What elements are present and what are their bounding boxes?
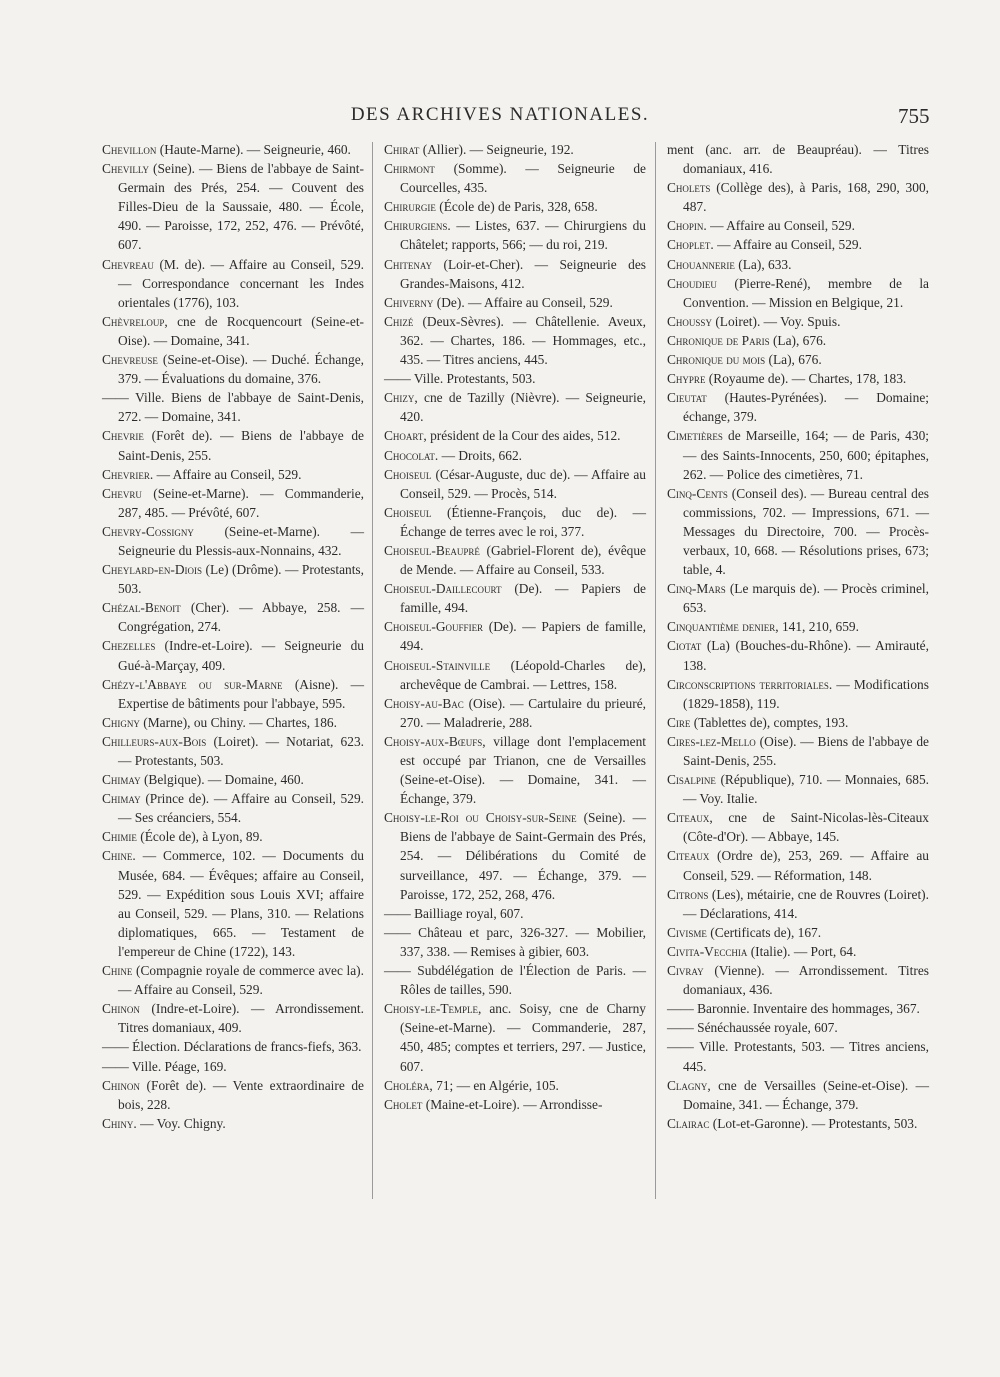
entry-text: — Listes, 637. — Chirurgiens du Châtelet; rapports, 566; — du roi, 219. (400, 218, 646, 253)
index-entry (384, 216, 646, 254)
index-entry (102, 598, 364, 636)
entry-heading: Choiseul-Gouffier (384, 619, 484, 635)
entry-text: (Aisne). — Expertise de bâtiments pour l'abbaye, 595. (118, 676, 364, 711)
entry-heading: Chizé (384, 313, 414, 329)
entry-heading: Chevreuse (102, 352, 158, 368)
entry-text: — Modifications (1829-1858), 119. (683, 676, 929, 711)
entry-heading: Chézal-Benoit (102, 600, 181, 616)
page-number: 755 (898, 104, 930, 128)
entry-text: (Forêt de). — Biens de l'abbaye de Saint-Denis, 255. (118, 428, 364, 463)
index-entry (667, 617, 929, 636)
index-entry (667, 808, 929, 846)
entry-heading: Cholets (667, 180, 711, 196)
entry-heading: Chèvreloup, (102, 313, 168, 329)
index-entry (102, 827, 364, 846)
entry-heading: Chiverny (384, 294, 434, 310)
entry-text: — Voy. Chigny. (140, 1115, 226, 1131)
entry-text: (Ordre de), 253, 269. — Affaire au Conseil, 529. — Réformation, 148. (683, 848, 929, 883)
entry-text: (Vienne). — Arrondissement. Titres domaniaux, 436. (683, 963, 929, 998)
entry-heading: Choudieu (667, 275, 717, 291)
index-entry (102, 732, 364, 770)
entry-text: (Seine-et-Marne). — Seigneurie du Plessis-aux-Nonnains, 432. (118, 523, 364, 558)
entry-text: (Allier). — Seigneurie, 192. (422, 142, 574, 157)
entry-heading: Cieutat (667, 390, 707, 406)
entry-heading: Chinon (102, 1001, 140, 1017)
entry-text: (Conseil des). — Bureau central des commissions, 702. — Impressions, 671. — Messages du Directoire, 700. — Procès-verbaux, 10, 668. — Résolutions prises, 673; table, 4. (683, 485, 929, 578)
entry-heading: Choisy-le-Roi ou Choisy-sur-Seine (384, 810, 577, 826)
entry-heading: Chirat (384, 142, 420, 157)
entry-heading: Choiseul (384, 504, 432, 520)
index-entry (384, 999, 646, 1075)
entry-heading: Cinq-Cents (667, 485, 728, 501)
entry-heading: Choart, (384, 428, 427, 444)
entry-text: cne de Versailles (Seine-et-Oise). — Domaine, 341. — Échange, 379. (683, 1077, 929, 1112)
entry-text: (Seine-et-Marne). — Commanderie, 287, 485. — Prévôté, 607. (118, 485, 364, 520)
entry-heading: Chocolat. (384, 447, 439, 463)
index-entry (102, 159, 364, 254)
entry-text: président de la Cour des aides, 512. (430, 428, 621, 444)
index-entry (384, 541, 646, 579)
index-entry (102, 560, 364, 598)
index-entry (667, 675, 929, 713)
entry-heading: Chronique de Paris (667, 332, 770, 348)
entry-heading: Chopin. (667, 218, 707, 234)
entry-text: (Indre-et-Loire). — Arrondissement. Titres domaniaux, 409. (118, 1001, 364, 1036)
index-entry (667, 331, 929, 350)
entry-heading: Chimay (102, 772, 141, 788)
entry-text: de Marseille, 164; — de Paris, 430; — des Saints-Innocents, 250, 600; épitaphes, 262. — Police des cimetières, 71. (683, 428, 929, 482)
entry-text: —— Baronnie. Inventaire des hommages, 367. (667, 1001, 920, 1017)
entry-text: (École de) de Paris, 328, 658. (439, 199, 598, 215)
index-entry (102, 1057, 364, 1076)
entry-heading: Choléra, (384, 1077, 433, 1093)
entry-text: (M. de). — Affaire au Conseil, 529. — Correspondance concernant les Indes orientales (1776), 103. (118, 256, 364, 310)
index-entry (667, 961, 929, 999)
entry-heading: Citeaux (667, 848, 710, 864)
index-entry (667, 1076, 929, 1114)
index-entry (102, 846, 364, 961)
index-entry (384, 293, 646, 312)
index-entry (102, 713, 364, 732)
entry-text: ment (anc. arr. de Beaupréau). — Titres domaniaux, 416. (667, 142, 929, 177)
entry-heading: Choiseul-Daillecourt (384, 581, 502, 597)
entry-heading: Chevrier. (102, 466, 154, 482)
entry-text: cne de Saint-Nicolas-lès-Citeaux (Côte-d'Or). — Abbaye, 145. (683, 810, 929, 845)
index-entry (384, 923, 646, 961)
entry-heading: Citeaux, (667, 810, 713, 826)
entry-text: —— Ville. Protestants, 503. (384, 371, 536, 387)
index-entry (384, 617, 646, 655)
entry-heading: Cires-lez-Mello (667, 733, 756, 749)
entry-heading: Choisy-le-Temple, (384, 1001, 482, 1017)
index-entry (667, 369, 929, 388)
index-entry (102, 426, 364, 464)
entry-text: —— Subdélégation de l'Élection de Paris. — Rôles de tailles, 590. (384, 963, 646, 998)
entry-heading: Cinq-Mars (667, 581, 726, 597)
index-entry (102, 140, 364, 159)
entry-heading: Choiseul-Beaupré (384, 542, 480, 558)
entry-heading: Chine (102, 963, 133, 979)
entry-text: (Somme). — Seigneurie de Courcelles, 435. (400, 161, 646, 196)
entry-text: (Loiret). — Voy. Spuis. (715, 313, 841, 329)
entry-text: —— Ville. Protestants, 503. — Titres anciens, 445. (667, 1039, 929, 1074)
entry-text: (République), 710. — Monnaies, 685. — Voy. Italie. (683, 772, 929, 807)
entry-text: (Léopold-Charles de), archevêque de Cambrai. — Lettres, 158. (400, 657, 646, 692)
entry-heading: Chouannerie (667, 256, 735, 272)
entry-text: —— Château et parc, 326-327. — Mobilier, 337, 338. — Remises à gibier, 603. (384, 924, 646, 959)
index-entry (384, 732, 646, 808)
index-entry (102, 255, 364, 312)
entry-text: (Oise). — Biens de l'abbaye de Saint-Denis, 255. (683, 733, 929, 768)
entry-heading: Choiseul (384, 466, 432, 482)
entry-text: —— Bailliage royal, 607. (384, 905, 524, 921)
index-entry (667, 885, 929, 923)
entry-heading: Chevru (102, 485, 142, 501)
entry-text: (La), 676. (768, 352, 822, 368)
entry-text: village dont l'emplacement est occupé par Trianon, cne de Versailles (Seine-et-Oise). — Domaine, 341. — Échange, 379. (400, 733, 646, 807)
index-entry (102, 789, 364, 827)
index-entry (667, 636, 929, 674)
entry-heading: Chirurgie (384, 199, 436, 215)
entry-text: — Affaire au Conseil, 529. (156, 466, 302, 482)
index-entry (102, 522, 364, 560)
entry-text: (Gabriel-Florent de), évêque de Mende. — Affaire au Conseil, 533. (400, 542, 646, 578)
entry-heading: Choussy (667, 313, 712, 329)
index-entry (667, 312, 929, 331)
entry-text: (Le marquis de). — Procès criminel, 653. (683, 581, 929, 616)
index-entry (384, 808, 646, 903)
entry-heading: Citrons (667, 886, 709, 902)
entry-text: cne de Tazilly (Nièvre). — Seigneurie, 420. (400, 390, 646, 425)
index-entry (384, 904, 646, 923)
entry-text: (Compagnie royale de commerce avec la). — Affaire au Conseil, 529. (118, 963, 364, 998)
entry-heading: Chiny. (102, 1115, 137, 1131)
entry-heading: Civisme (667, 924, 707, 940)
entry-text: (Les), métairie, cne de Rouvres (Loiret). — Déclarations, 414. (683, 886, 929, 921)
entry-text: (Seine-et-Oise). — Duché. Échange, 379. — Évaluations du domaine, 376. (118, 352, 364, 387)
column-rule (655, 142, 656, 1199)
index-entry (384, 140, 646, 159)
index-entry (384, 426, 646, 445)
entry-heading: Cheylard-en-Diois (102, 562, 203, 578)
index-entry (384, 197, 646, 216)
entry-text: (Forêt de). — Vente extraordinaire de bois, 228. (118, 1077, 364, 1112)
entry-text: (Pierre-René), membre de la Convention. — Mission en Belgique, 21. (683, 275, 929, 310)
index-entry (667, 235, 929, 254)
entry-text: (De). — Affaire au Conseil, 529. (436, 294, 613, 310)
index-entry (667, 255, 929, 274)
index-entry (667, 388, 929, 426)
index-entry (667, 216, 929, 235)
entry-text: —— Élection. Déclarations de francs-fiefs, 363. (102, 1039, 362, 1055)
entry-text: (Le) (Drôme). — Protestants, 503. (118, 562, 364, 597)
index-entry (667, 923, 929, 942)
entry-heading: Chezelles (102, 638, 156, 654)
entry-heading: Chizy, (384, 390, 418, 406)
index-entry (667, 713, 929, 732)
entry-heading: Chypre (667, 371, 706, 387)
entry-heading: Cholet (384, 1096, 423, 1112)
index-entry (667, 178, 929, 216)
index-entry (384, 255, 646, 293)
index-entry (384, 159, 646, 197)
index-entry (102, 961, 364, 999)
index-entry (384, 961, 646, 999)
index-entry (667, 484, 929, 579)
entry-heading: Chronique du mois (667, 352, 766, 368)
entry-text: (Maine-et-Loire). — Arrondisse- (425, 1096, 603, 1112)
entry-text: (Indre-et-Loire). — Seigneurie du Gué-à-Marçay, 409. (118, 638, 364, 673)
entry-heading: Choiseul-Stainville (384, 657, 491, 673)
entry-heading: Civita-Vecchia (667, 943, 748, 959)
entry-text: anc. Soisy, cne de Charny (Seine-et-Marne). — Commanderie, 287, 450, 485; comptes et terriers, 297. — Justice, 607. (400, 1001, 646, 1074)
index-entry (667, 770, 929, 808)
index-entry (102, 312, 364, 350)
entry-text: (Collège des), à Paris, 168, 290, 300, 487. (683, 180, 929, 215)
entry-heading: Ciotat (667, 638, 702, 654)
entry-text: (Italie). — Port, 64. (750, 943, 857, 959)
entry-heading: Cisalpine (667, 772, 716, 788)
index-entry (102, 999, 364, 1037)
entry-text: (Étienne-François, duc de). — Échange de terres avec le roi, 377. (400, 504, 646, 539)
index-entry (102, 1114, 364, 1133)
entry-text: (César-Auguste, duc de). — Affaire au Conseil, 529. — Procès, 514. (400, 466, 646, 501)
entry-heading: Chevillon (102, 142, 157, 157)
entry-text: (La) (Bouches-du-Rhône). — Amirauté, 138. (683, 638, 929, 673)
entry-heading: Chimay (102, 791, 141, 807)
entry-text: (La), 633. (738, 256, 792, 272)
index-entry (667, 140, 929, 178)
index-entry (667, 1114, 929, 1133)
entry-heading: Clairac (667, 1115, 710, 1131)
index-entry (384, 465, 646, 503)
entry-heading: Chevilly (102, 161, 150, 177)
entry-heading: Chimie (102, 829, 137, 845)
column-rule (372, 142, 373, 1199)
entry-heading: Choisy-aux-Bœufs, (384, 733, 486, 749)
entry-heading: Cire (667, 714, 691, 730)
index-entry (384, 1076, 646, 1095)
entry-heading: Chirmont (384, 161, 435, 177)
entry-heading: Chinon (102, 1077, 140, 1093)
entry-heading: Cinquantième denier, (667, 619, 779, 635)
entry-text: cne de Rocquencourt (Seine-et-Oise). — Domaine, 341. (118, 313, 364, 348)
running-head: DES ARCHIVES NATIONALES. (350, 104, 650, 125)
index-entry (102, 484, 364, 522)
entry-text: —— Ville. Biens de l'abbaye de Saint-Denis, 272. — Domaine, 341. (102, 390, 364, 425)
entry-text: (Lot-et-Garonne). — Protestants, 503. (712, 1115, 918, 1131)
index-entry (102, 636, 364, 674)
entry-text: —— Ville. Péage, 169. (102, 1058, 227, 1074)
index-entry (102, 350, 364, 388)
entry-heading: Chirurgiens. (384, 218, 451, 234)
entry-text: (École de), à Lyon, 89. (140, 829, 263, 845)
entry-text: (Loir-et-Cher). — Seigneurie des Grandes-Maisons, 412. (400, 256, 646, 291)
entry-heading: Choisy-au-Bac (384, 695, 464, 711)
index-entry (667, 274, 929, 312)
entry-text: (De). — Papiers de famille, 494. (400, 581, 646, 616)
entry-heading: Chitenay (384, 256, 433, 272)
index-entry (384, 1095, 646, 1114)
entry-heading: Choplet. (667, 237, 714, 253)
entry-text: — Affaire au Conseil, 529. (717, 237, 862, 253)
index-entry (667, 999, 929, 1018)
index-column-1 (102, 140, 364, 1133)
index-entry (102, 388, 364, 426)
index-entry (384, 656, 646, 694)
index-entry (667, 1037, 929, 1075)
index-entry (384, 446, 646, 465)
entry-text: —— Sénéchaussée royale, 607. (667, 1020, 838, 1036)
index-entry (667, 1018, 929, 1037)
index-entry (384, 369, 646, 388)
entry-heading: Chézy-l'Abbaye ou sur-Marne (102, 676, 283, 692)
entry-text: (De). — Papiers de famille, 494. (400, 619, 646, 654)
index-entry (667, 732, 929, 770)
entry-heading: Chilleurs-aux-Bois (102, 733, 207, 749)
entry-text: (Certificats de), 167. (710, 924, 822, 940)
entry-text: — Droits, 662. (441, 447, 522, 463)
index-column-3 (667, 140, 929, 1133)
entry-text: (Loiret). — Notariat, 623. — Protestants, 503. (118, 733, 364, 768)
index-entry (667, 579, 929, 617)
index-entry (384, 388, 646, 426)
entry-text: 71; — en Algérie, 105. (436, 1077, 559, 1093)
entry-heading: Chevrie (102, 428, 144, 444)
index-entry (384, 579, 646, 617)
entry-text: (Marne), ou Chiny. — Chartes, 186. (143, 714, 337, 730)
index-entry (102, 1076, 364, 1114)
entry-heading: Chine. (102, 848, 136, 864)
entry-text: — Commerce, 102. — Documents du Musée, 684. — Évêques; affaire au Conseil, 529. — Expédition sous Louis XVI; affaire au Conseil, 529. — Plans, 310. — Relations diplomatiques, 665. — Testament de l'empereur de Chine (1722), 143. (118, 848, 364, 959)
entry-heading: Chigny (102, 714, 140, 730)
index-entry (667, 942, 929, 961)
entry-text: (Oise). — Cartulaire du prieuré, 270. — Maladrerie, 288. (400, 695, 646, 730)
index-entry (384, 312, 646, 369)
index-entry (102, 1037, 364, 1056)
entry-text: 141, 210, 659. (781, 619, 859, 635)
entry-text: (Hautes-Pyrénées). — Domaine; échange, 379. (683, 390, 929, 425)
entry-heading: Circonscriptions territoriales. (667, 676, 833, 692)
entry-heading: Chevry-Cossigny (102, 523, 194, 539)
index-column-2 (384, 140, 646, 1114)
index-entry (384, 503, 646, 541)
entry-text: (Tablettes de), comptes, 193. (693, 714, 849, 730)
index-entry (384, 694, 646, 732)
index-entry (102, 675, 364, 713)
entry-heading: Chevreau (102, 256, 154, 272)
entry-text: (Belgique). — Domaine, 460. (143, 772, 304, 788)
entry-text: (Prince de). — Affaire au Conseil, 529. — Ses créanciers, 554. (118, 791, 364, 826)
entry-text: (La), 676. (772, 332, 827, 348)
entry-text: (Seine). — Biens de l'abbaye de Saint-Germain des Prés, 254. — Couvent des Filles-Dieu de la Saussaie, 480. — École, 490. — Paroisse, 172, 252, 476. — Prévôté, 607. (118, 161, 364, 253)
entry-text: — Affaire au Conseil, 529. (710, 218, 855, 234)
entry-text: (Cher). — Abbaye, 258. — Congrégation, 274. (118, 600, 364, 635)
entry-text: (Royaume de). — Chartes, 178, 183. (708, 371, 907, 387)
entry-text: (Haute-Marne). — Seigneurie, 460. (159, 142, 351, 157)
entry-text: (Seine). — Biens de l'abbaye de Saint-Germain des Prés, 254. — Délibérations du Comité de surveillance, 497. — Échange, 379. — Paroisse, 172, 252, 268, 476. (400, 810, 646, 902)
index-entry (667, 350, 929, 369)
index-entry (102, 770, 364, 789)
index-entry (102, 465, 364, 484)
entry-text: (Deux-Sèvres). — Châtellenie. Aveux, 362. — Chartes, 186. — Hommages, etc., 435. — Titres anciens, 445. (400, 313, 646, 368)
entry-heading: Civray (667, 963, 704, 979)
entry-heading: Clagny, (667, 1077, 711, 1093)
entry-heading: Cimetières (667, 428, 723, 444)
index-entry (667, 846, 929, 884)
index-entry (667, 426, 929, 483)
